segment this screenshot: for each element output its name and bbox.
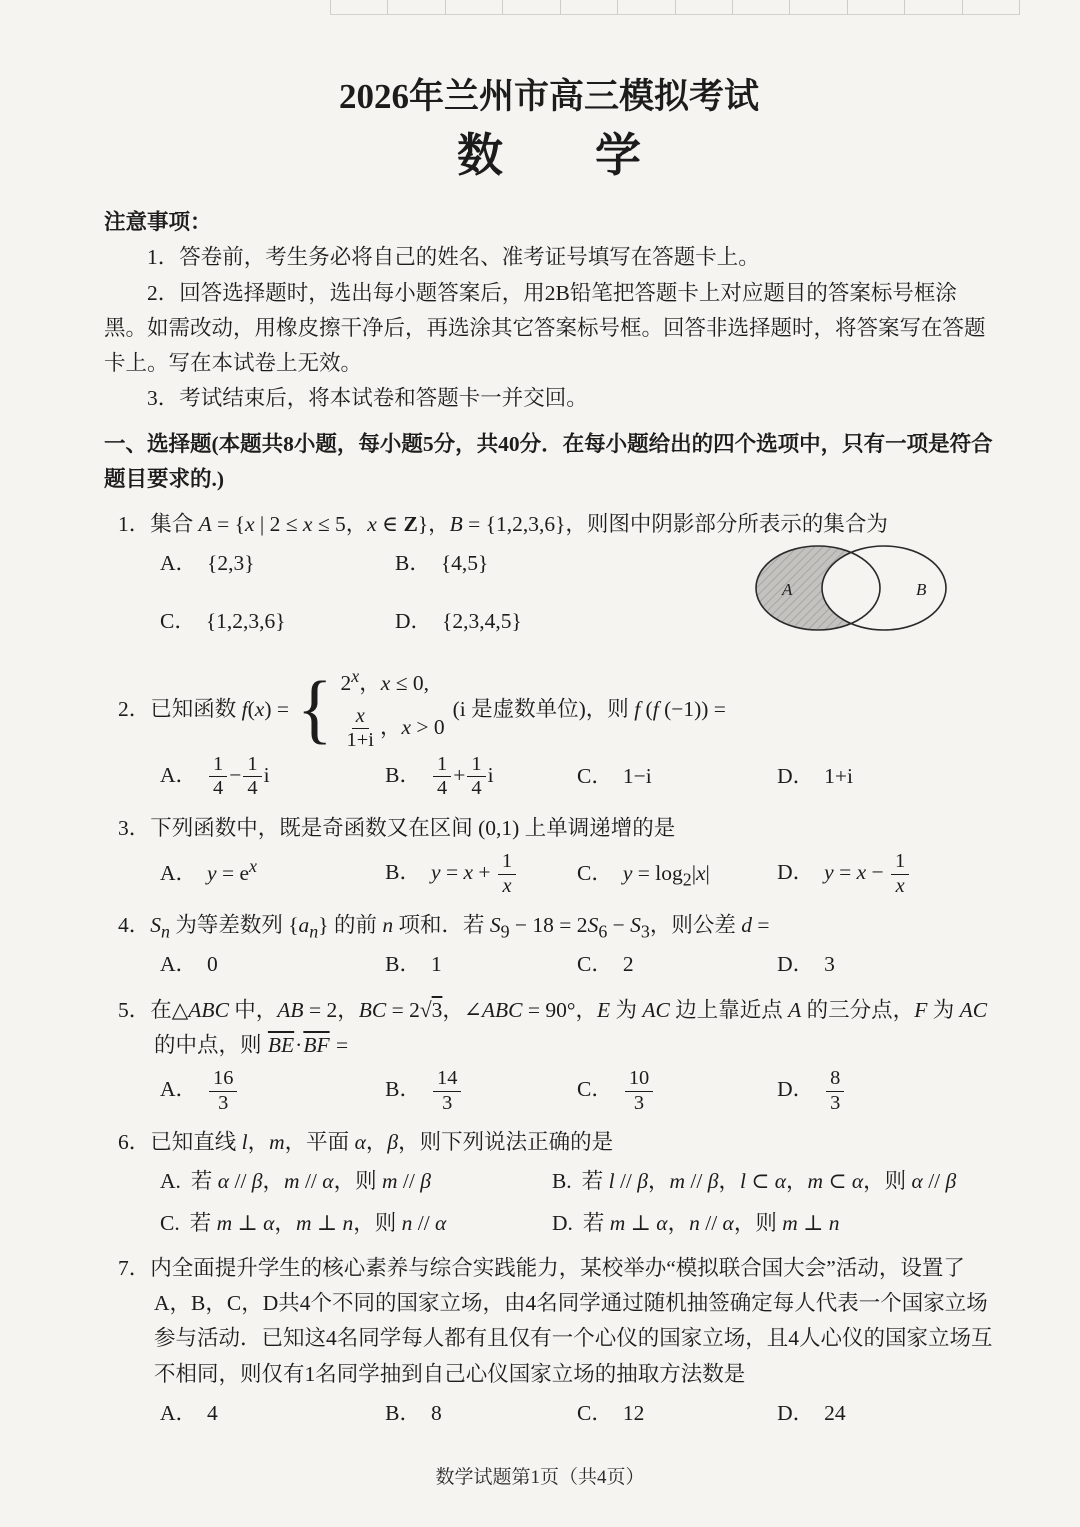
- notice-item-3: 3．考试结束后，将本试卷和答题卡一并交回。: [147, 386, 588, 411]
- question-4: [104, 908, 994, 983]
- question-1: [104, 507, 994, 656]
- option-d: D． {2,3,4,5}: [395, 608, 522, 633]
- question-6: [104, 1125, 994, 1241]
- option-c: C． 12: [576, 1400, 645, 1425]
- q2-case-2: $\frac{x}{1+i}$ ，x > 0: [346, 704, 445, 752]
- option-d: D． 1+i: [777, 764, 854, 789]
- question-1-stem: 1．集合 A = {x | 2 ≤ x ≤ 5，x ∈ Z}，B = {1,2,3,6}，则图中阴影部分所表示的集合为: [118, 512, 888, 537]
- option-d: D． y = x − $\frac{1}{x}$: [777, 850, 994, 898]
- q2-stem-pre: 2．已知函数 f(x) =: [118, 696, 290, 721]
- option-d: D． 24: [777, 1400, 846, 1425]
- option-c: C． {1,2,3,6}: [160, 608, 286, 633]
- page-footer: 数学试题第1页（共4页）: [435, 1466, 645, 1488]
- option-d: D． $\frac{8}{3}$: [777, 1067, 994, 1115]
- option-c: C． $\frac{10}{3}$: [577, 1067, 777, 1115]
- option-b: B． 1: [385, 952, 442, 977]
- question-3: [104, 811, 994, 898]
- option-c: C． 1−i: [576, 764, 652, 789]
- question-7: [104, 1251, 994, 1431]
- notice-item-1: 1．答卷前，考生务必将自己的姓名、准考证号填写在答题卡上。: [147, 245, 760, 270]
- option-a: A． 4: [160, 1400, 218, 1425]
- section-heading: 一、选择题(本题共8小题，每小题5分，共40分．在每小题给出的四个选项中，只有一项是符合题目要求的.): [104, 431, 993, 491]
- question-4-stem: 4．$S_n$ 为等差数列 $\{a_n\}$ 的前 n 项和．若 $S_9 - 18 = 2S_6 - S_3$，则公差 d =: [118, 913, 770, 942]
- option-a: A． $\frac{16}{3}$: [160, 1067, 385, 1115]
- piecewise-cases: [341, 666, 445, 753]
- option-b: B． 8: [385, 1400, 442, 1425]
- question-1-options: [118, 546, 630, 639]
- notice-section: [104, 205, 994, 417]
- question-5-options: [118, 1067, 994, 1115]
- option-a: A． $y = e^x$: [160, 856, 257, 886]
- option-b: B. 若 l // β，m // β，l ⊂ α，m ⊂ α，则 α // β: [551, 1169, 957, 1194]
- option-d: D． 3: [777, 952, 835, 977]
- subject-title: 数 学: [457, 130, 641, 181]
- notice-heading: 注意事项：: [104, 210, 212, 235]
- option-a: A． 0: [160, 952, 218, 977]
- question-2-stem: [118, 666, 994, 753]
- option-b: B． {4,5}: [395, 551, 489, 576]
- option-c: C． $y = \log_2|x|$: [576, 861, 710, 890]
- option-a: A． $\frac{1}{4}$ − $\frac{1}{4}$ i: [160, 752, 270, 800]
- venn-label-b: B: [916, 580, 927, 600]
- piecewise-brace: {: [297, 665, 333, 753]
- question-5-stem: 5．在△ABC 中，AB = 2，BC = 2√3，∠ABC = 90°，E 为 AC 边上靠近点 A 的三分点，F 为 AC 的中点，则 $\overline{BE}\cdot\overline{BF}$ =: [118, 997, 988, 1057]
- notice-item-2: 2．回答选择题时，选出每小题答案后，用2B铅笔把答题卡上对应题目的答案标号框涂黑。如需改动，用橡皮擦干净后，再选涂其它答案标号框。回答非选择题时，将答案写在答题卡上。写在本试卷上无效。: [104, 280, 986, 376]
- option-b: B． $\frac{1}{4}$ + $\frac{1}{4}$ i: [385, 752, 494, 800]
- page-title: 2026年兰州市高三模拟考试: [338, 77, 759, 116]
- option-a: A. 若 α // β，m // α，则 m // β: [160, 1169, 431, 1194]
- question-4-options: [118, 947, 994, 982]
- question-5: [104, 993, 994, 1115]
- option-c: C． 2: [576, 952, 634, 977]
- venn-label-a: A: [782, 580, 793, 600]
- option-c: C. 若 m ⊥ α，m ⊥ n，则 n // α: [160, 1210, 447, 1235]
- q2-stem-post: (i 是虚数单位)，则 f (f (−1)) =: [452, 696, 726, 721]
- option-a: A． {2,3}: [160, 551, 255, 576]
- option-b: B． $\frac{14}{3}$: [385, 1067, 577, 1115]
- option-b: B． y = x + $\frac{1}{x}$: [385, 850, 577, 898]
- option-d: D. 若 m ⊥ α，n // α，则 m ⊥ n: [551, 1210, 840, 1235]
- question-7-options: [118, 1396, 994, 1431]
- q2-case-1: 2$^x$，x ≤ 0,: [340, 665, 429, 695]
- question-3-stem: 3．下列函数中，既是奇函数又在区间 (0,1) 上单调递增的是: [118, 815, 676, 840]
- scan-artifact-grid: [330, 0, 1020, 15]
- question-6-options: [118, 1164, 994, 1241]
- question-2: [104, 666, 994, 801]
- question-6-stem: 6．已知直线 l，m，平面 α，β，则下列说法正确的是: [118, 1130, 614, 1155]
- question-2-options: [118, 753, 994, 801]
- question-3-options: [118, 850, 994, 898]
- question-7-stem: 7．内全面提升学生的核心素养与综合实践能力，某校举办“模拟联合国大会”活动，设置了A，B，C，D共4个不同的国家立场，由4名同学通过随机抽签确定每人代表一个国家立场参与活动．已知这4名同学每人都有且仅有一个心仪的国家立场，且4人心仪的国家立场互不相同，则仅有1名同学抽到自己心仪国家立场的抽取方法数是: [118, 1255, 993, 1386]
- venn-diagram: [744, 532, 958, 655]
